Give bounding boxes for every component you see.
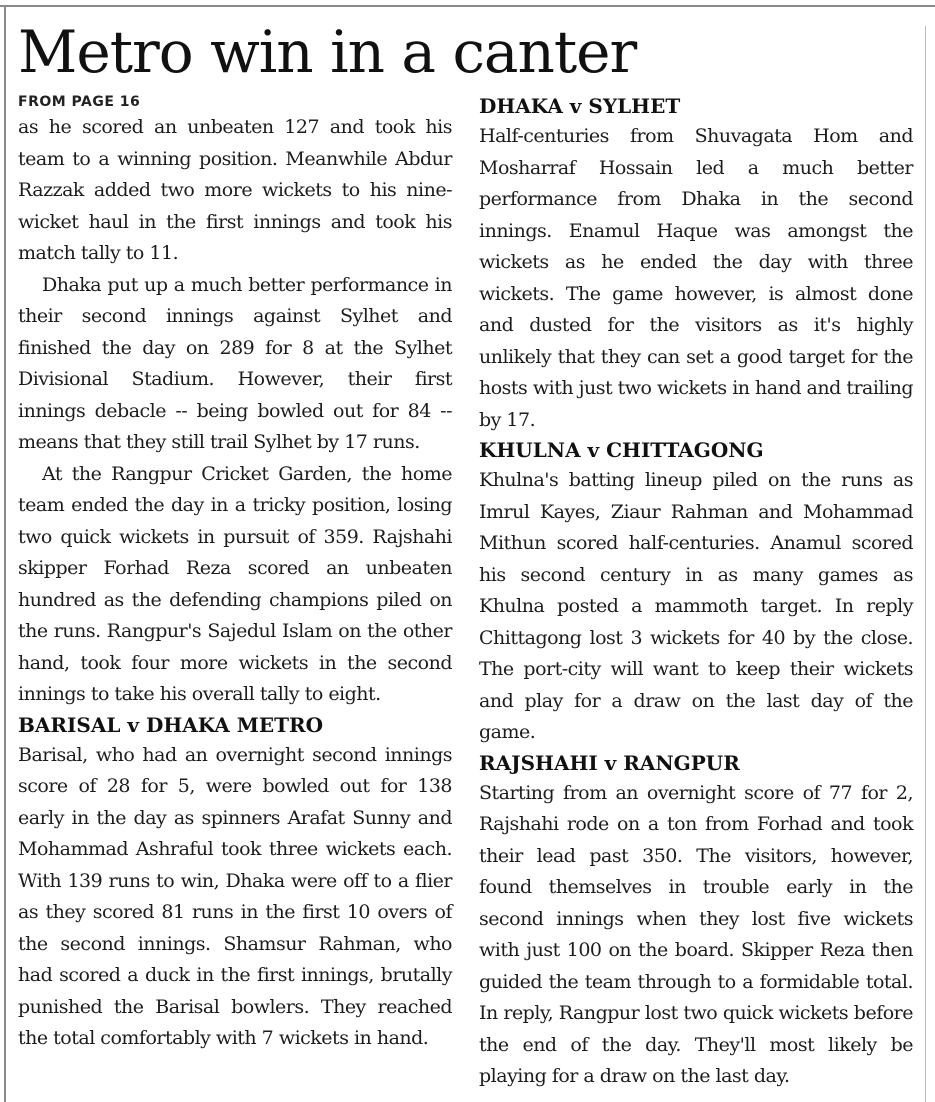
column-right-rule	[925, 26, 926, 1102]
dhaka-sylhet-summary-paragraph: Dhaka put up a much better performance in their second innings against Sylhet and finished the day on 289 for 8 at the Sylhet Divisional Stadium. However, their first innings debacle -- being bowled out for 84 -- means that they still trail Sylhet by 17 runs.	[18, 273, 452, 453]
jump-label: FROM PAGE 16	[18, 94, 141, 110]
section-body-khulna-chittagong: Khulna's batting lineup piled on the runs as Imrul Kayes, Ziaur Rahman and Mohammad Mithun scored half-centuries. Anamul scored his second century in as many games as Khulna posted a mammoth target. In reply Chittagong lost 3 wickets for 40 by the close. The port-city will want to keep their wickets and play for a draw on the last day of the game.	[479, 469, 913, 743]
section-heading-dhaka-sylhet: DHAKA v SYLHET	[479, 94, 681, 118]
section-heading-barisal-dhaka-metro: BARISAL v DHAKA METRO	[18, 712, 324, 737]
clipping-left-border	[4, 5, 6, 1102]
clipping-top-border	[0, 5, 935, 7]
section-heading-rajshahi-rangpur: RAJSHAHI v RANGPUR	[479, 750, 740, 775]
section-body-dhaka-sylhet: Half-centuries from Shuvagata Hom and Mosharraf Hossain led a much better performance from Dhaka in the second innings. Enamul Haque was amongst the wickets as he ended the day with three wickets. The game however, is almost done and dusted for the visitors as it's highly unlikely that they can set a good target for the hosts with just two wickets in hand and trailing by 17.	[479, 125, 913, 431]
headline: Metro win in a canter	[18, 18, 637, 86]
section-body-barisal-dhaka-metro: Barisal, who had an overnight second innings score of 28 for 5, were bowled out for 138 early in the day as spinners Arafat Sunny and Mohammad Ashraful took three wickets each. With 139 runs to win, Dhaka were off to a flier as they scored 81 runs in the first 10 overs of the second innings. Shamsur Rahman, who had scored a duck in the first innings, brutally punished the Barisal bowlers. They reached the total comfortably with 7 wickets in hand.	[18, 743, 452, 1049]
left-column	[18, 92, 452, 1055]
rangpur-summary-paragraph: At the Rangpur Cricket Garden, the home team ended the day in a tricky position, losing two quick wickets in pursuit of 359. Rajshahi skipper Forhad Reza scored an unbeaten hundred as the defending champions piled on the runs. Rangpur's Sajedul Islam on the other hand, took four more wickets in the second innings to take his overall tally to eight.	[18, 462, 452, 705]
section-body-rajshahi-rangpur: Starting from an overnight score of 77 for 2, Rajshahi rode on a ton from Forhad and took their lead past 350. The visitors, however, found themselves in trouble early in the second innings when they lost five wickets with just 100 on the board. Skipper Reza then guided the team through to a formidable total. In reply, Rangpur lost two quick wickets before the end of the day. They'll most likely be playing for a draw on the last day.	[479, 781, 913, 1087]
section-heading-khulna-chittagong: KHULNA v CHITTAGONG	[479, 438, 764, 462]
continuation-paragraph: as he scored an unbeaten 127 and took his team to a winning position. Meanwhile Abdur Razzak added two more wickets to his nine-wicket haul in the first innings and took his match tally to 11.	[18, 116, 452, 264]
right-column	[479, 92, 913, 1093]
